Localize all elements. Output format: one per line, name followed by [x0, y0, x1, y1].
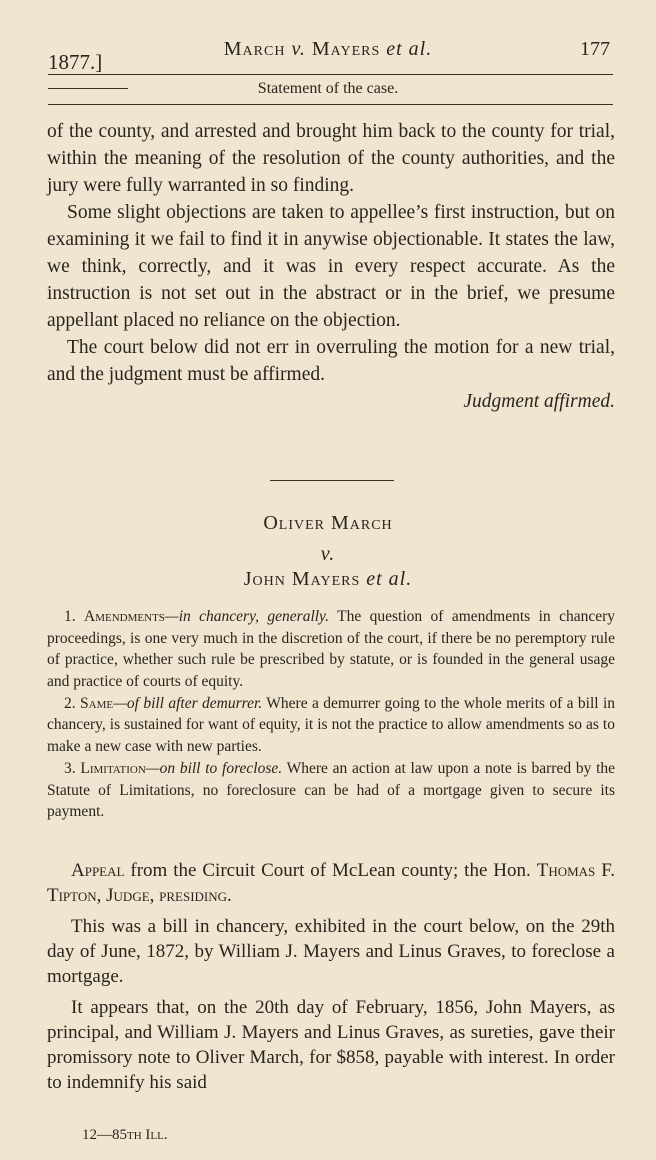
headnote: [47, 758, 615, 823]
case-defendant: [0, 568, 656, 591]
opinion-paragraph-2: Some slight objections are taken to appellee’s first instruction, but on examining it we fail to find it in anywise objectionable. It states the law, we think, correctly, and it was in every respect accurate. As the instruction is not set out in the abstract or in the brief, we presume appellant placed no reliance on the objection.: [47, 202, 615, 331]
statement-text: [47, 858, 615, 1101]
headnote-text: Where a demurrer going to the whole merits of a bill in chancery, is sustained for want of equity, it is not the practice to allow amendments so as to make a new case with new parties.: [47, 694, 616, 756]
defendant-et-al: et al.: [366, 568, 413, 590]
defendant-name: John Mayers: [243, 568, 361, 590]
opinion-paragraph-1: of the county, and arrested and brought him back to the county for trial, within the meaning of the resolution of the county authorities, and the jury were fully warranted in so finding.: [47, 121, 615, 196]
headnote: [47, 693, 615, 758]
judgment-line: Judgment affirmed.: [463, 391, 615, 412]
headnote-number: 3.: [64, 760, 76, 778]
case-versus: v.: [320, 543, 336, 565]
opinion-text: [47, 118, 615, 415]
appears-paragraph: It appears that, on the 20th day of February, 1856, John Mayers, as principal, and William J. Mayers and Linus Graves, as sureties, gave their promissory note to Oliver March, for $858, payable with interest. In order to indemnify his said: [47, 997, 615, 1093]
appeal-label: Appeal: [71, 860, 125, 881]
headnote-text: Where an action at law upon a note is barred by the Statute of Limitations, no foreclosure can be had of a mortgage given to secure its payment.: [47, 760, 616, 821]
header-et-al: et al.: [386, 38, 433, 60]
judge-first-name: Thomas: [536, 860, 596, 881]
header-party-a: March: [223, 38, 286, 60]
page-number: 177: [580, 38, 610, 60]
headnotes: [47, 606, 615, 823]
plaintiff-name: Oliver March: [263, 512, 393, 534]
appeal-text: from the Circuit Court of McLean county; the Hon.: [124, 860, 537, 881]
headnote-sublabel: —in chancery, generally.: [164, 608, 329, 625]
section-separator: [270, 480, 394, 481]
header-rule: [48, 74, 613, 75]
header-versus: v.: [291, 38, 306, 60]
header-year: 1877.]: [48, 50, 103, 74]
header-case-title: [0, 38, 656, 61]
signature-mark: 12—85th Ill.: [82, 1127, 168, 1143]
case-plaintiff: [0, 512, 656, 535]
header-party-b: Mayers: [311, 38, 381, 60]
headnote-label: Amendments: [84, 608, 165, 625]
running-head-rule: [48, 104, 613, 105]
headnote-text: The question of amendments in chancery proceedings, is one very much in the discretion of the court, if there be no peremptory rule of practice, whether such rule be prescribed by statute, or is founded in the general usage and practice of courts of equity.: [47, 608, 616, 690]
headnote-sublabel: —of bill after demurrer.: [113, 694, 263, 712]
appeal-paragraph: [47, 858, 615, 908]
headnote-label: Same: [80, 694, 114, 712]
opinion-paragraph-3: The court below did not err in overruling the motion for a new trial, and the judgment must be affirmed.: [47, 337, 615, 385]
bill-paragraph: This was a bill in chancery, exhibited in the court below, on the 29th day of June, 1872, by William J. Mayers and Linus Graves, to foreclose a mortgage.: [47, 916, 615, 987]
headnote-label: Limitation: [80, 760, 146, 778]
headnote-number: 2.: [64, 694, 76, 712]
headnote-sublabel: —on bill to foreclose.: [145, 760, 283, 778]
judge-tail: F. Tipton, Judge, presiding.: [47, 860, 616, 906]
headnote-number: 1.: [64, 608, 76, 625]
running-head: Statement of the case.: [257, 80, 399, 97]
headnote: [47, 606, 615, 692]
